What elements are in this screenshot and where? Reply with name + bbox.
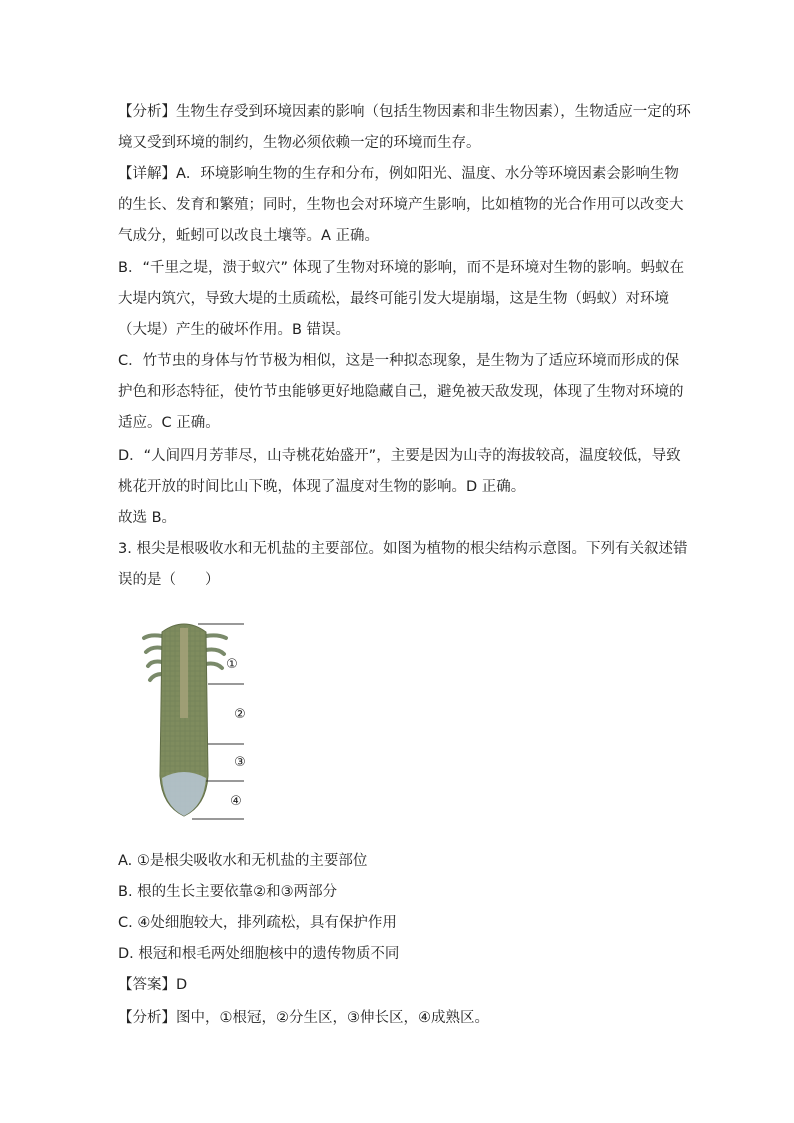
label-4: ④ <box>230 794 242 809</box>
vascular-core <box>180 628 188 718</box>
detail-line-10: D．“人间四月芳菲尽，山寺桃花始盛开”，主要是因为山寺的海拔较高，温度较低，导致 <box>118 448 681 464</box>
option-b: B. 根的生长主要依靠②和③两部分 <box>118 884 338 900</box>
detail-line-2: 的生长、发育和繁殖；同时，生物也会对环境产生影响，比如植物的光合作用可以改变大 <box>118 197 684 213</box>
detail-line-7: C．竹节虫的身体与竹节极为相似，这是一种拟态现象，是生物为了适应环境而形成的保 <box>118 353 680 369</box>
answer-line: 【答案】D <box>118 977 188 993</box>
detail-line-3: 气成分，蚯蚓可以改良土壤等。A 正确。 <box>118 228 380 244</box>
option-c: C. ④处细胞较大，排列疏松，具有保护作用 <box>118 915 397 931</box>
option-d: D. 根冠和根毛两处细胞核中的遗传物质不同 <box>118 946 400 962</box>
question-line-1: 3. 根尖是根吸收水和无机盐的主要部位。如图为植物的根尖结构示意图。下列有关叙述错 <box>118 541 688 557</box>
question-line-2: 误的是（ ） <box>118 572 220 588</box>
conclusion-line: 故选 B。 <box>118 510 177 526</box>
label-1: ① <box>226 657 238 672</box>
root-tip-illustration <box>140 616 252 826</box>
root-tip-figure <box>140 616 252 826</box>
detail-line-9: 适应。C 正确。 <box>118 415 220 431</box>
detail-line-8: 护色和形态特征，使竹节虫能够更好地隐藏自己，避免被天敌发现，体现了生物对环境的 <box>118 384 684 400</box>
analysis-line-1: 【分析】生物生存受到环境因素的影响（包括生物因素和非生物因素），生物适应一定的环 <box>118 104 691 120</box>
detail-line-5: 大堤内筑穴，导致大堤的土质疏松，最终可能引发大堤崩塌，这是生物（蚂蚁）对环境 <box>118 291 669 307</box>
detail-line-1: 【详解】A．环境影响生物的生存和分布，例如阳光、温度、水分等环境因素会影响生物 <box>118 166 679 182</box>
analysis2-line: 【分析】图中，①根冠，②分生区，③伸长区，④成熟区。 <box>118 1010 489 1026</box>
analysis-line-2: 境又受到环境的制约，生物必须依赖一定的环境而生存。 <box>118 135 481 151</box>
option-a: A. ①是根尖吸收水和无机盐的主要部位 <box>118 853 368 869</box>
root-cap <box>162 772 206 816</box>
label-3: ③ <box>234 755 246 770</box>
detail-line-4: B．“千里之堤，溃于蚁穴” 体现了生物对环境的影响，而不是环境对生物的影响。蚂蚁在 <box>118 260 685 276</box>
detail-line-11: 桃花开放的时间比山下晚，体现了温度对生物的影响。D 正确。 <box>118 479 526 495</box>
detail-line-6: （大堤）产生的破坏作用。B 错误。 <box>118 322 351 338</box>
label-2: ② <box>234 707 246 722</box>
